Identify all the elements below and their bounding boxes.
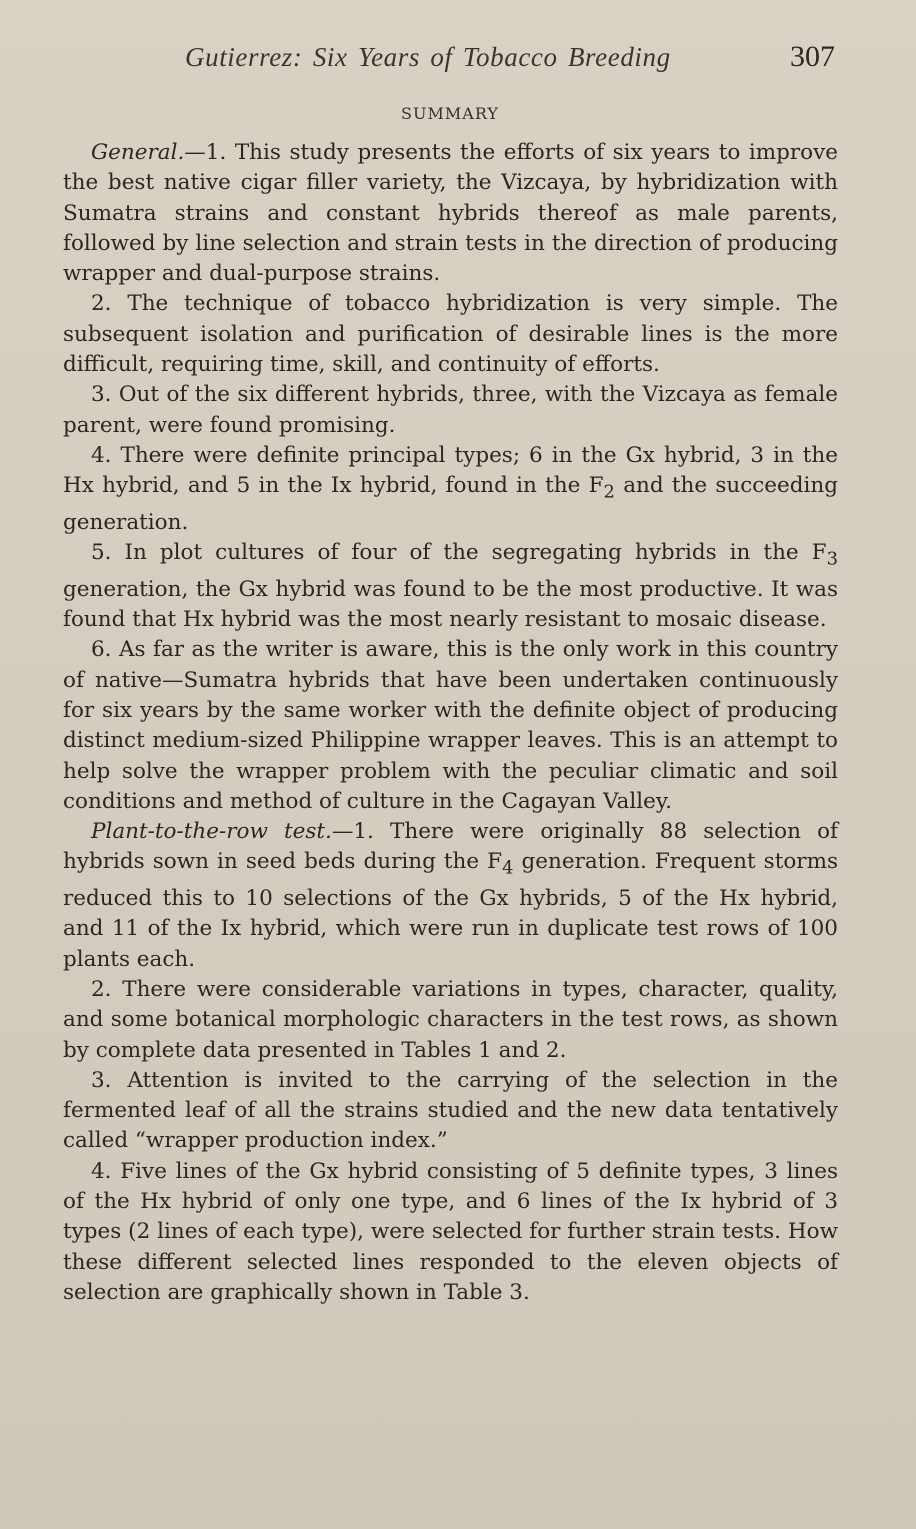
subscript: 3 xyxy=(826,548,838,570)
paragraph-text: —1. There were originally 88 selection of hybrids sown in seed beds during the F xyxy=(63,819,838,875)
page-number: 307 xyxy=(790,40,835,73)
running-header xyxy=(185,40,835,80)
paragraph-text: generation. Frequent storms reduced this to 10 selections of the Gx hybrids, 5 of the Hx hybrid, and 11 of the Ix hybrid, which were run in duplicate test rows of 100 plants each. xyxy=(63,849,838,972)
paragraph-plant-test-2 xyxy=(63,975,838,1066)
paragraph-plant-test-4 xyxy=(63,1157,838,1308)
summary-body xyxy=(63,138,838,1308)
paragraph-text: 2. The technique of tobacco hybridization is very simple. The subsequent isolation and purification of desirable lines is the more difficult, requiring time, skill, and continuity of efforts. xyxy=(63,291,838,378)
paragraph-text: 5. In plot cultures of four of the segregating hybrids in the F xyxy=(91,540,827,566)
paragraph-text: 4. Five lines of the Gx hybrid consisting of 5 definite types, 3 lines of the Hx hybrid of only one type, and 6 lines of the Ix hybrid of 3 types (2 lines of each type), were selected for further strain tests. How these different selected lines responded to the eleven objects of selection are graphically shown in Table 3. xyxy=(63,1158,838,1305)
paragraph-plant-test-3 xyxy=(63,1066,838,1157)
paragraph-general-1 xyxy=(63,138,838,289)
paragraph-general-2 xyxy=(63,289,838,380)
paragraph-text: 3. Out of the six different hybrids, three, with the Vizcaya as female parent, were found promising. xyxy=(63,382,838,438)
paragraph-lead: Plant-to-the-row test. xyxy=(91,819,332,845)
running-title: Gutierrez: Six Years of Tobacco Breeding xyxy=(185,42,671,72)
subscript: 4 xyxy=(502,857,514,879)
paragraph-text: and the succeeding generation. xyxy=(63,473,838,535)
paragraph-text: generation, the Gx hybrid was found to be the most productive. It was found that Hx hybrid was the most nearly resistant to mosaic disease. xyxy=(63,576,838,633)
paragraph-general-5 xyxy=(63,538,838,635)
paragraph-text: 6. As far as the writer is aware, this is the only work in this country of native—Sumatra hybrids that have been undertaken continuously for six years by the same worker with the definite object of producing distinct medium-sized Philippine wrapper leaves. This is an attempt to help solve the wrapper problem with the peculiar climatic and soil conditions and method of culture in the Cagayan Valley. xyxy=(63,637,838,814)
paragraph-text: —1. This study presents the efforts of six years to improve the best native cigar filler variety, the Vizcaya, by hybridization with Sumatra strains and constant hybrids thereof as male parents, followed by line selection and strain tests in the direction of producing wrapper and dual-purpose strains. xyxy=(63,140,838,287)
section-heading: SUMMARY xyxy=(401,104,499,123)
subscript: 2 xyxy=(603,481,615,503)
paragraph-text: 2. There were considerable variations in types, character, quality, and some botanical morphologic characters in the test rows, as shown by complete data presented in Tables 1 and 2. xyxy=(63,976,838,1063)
paragraph-general-6 xyxy=(63,635,838,817)
paragraph-text: 3. Attention is invited to the carrying of the selection in the fermented leaf of all the strains studied and the new data tentatively called “wrapper production index.” xyxy=(63,1067,838,1154)
paragraph-general-3 xyxy=(63,380,838,441)
paragraph-plant-test-1 xyxy=(63,817,838,975)
paragraph-text: 4. There were definite principal types; 6 in the Gx hybrid, 3 in the Hx hybrid, and 5 in the Ix hybrid, found in the F xyxy=(63,442,838,499)
paragraph-lead: General. xyxy=(91,140,185,165)
paragraph-general-4 xyxy=(63,441,838,538)
